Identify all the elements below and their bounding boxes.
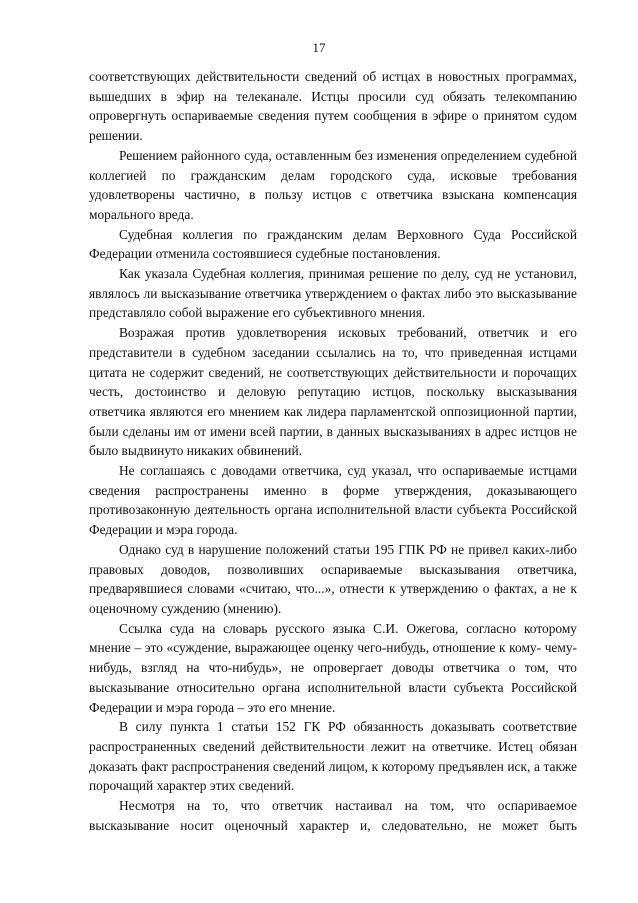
- paragraph-5: Возражая против удовлетворения исковых требований, ответчик и его представители в судебном заседании ссылались на то, что приведенная истцами цитата не содержит сведений, не соответствующих действительности и порочащих честь, достоинство и деловую репутацию истцов, поскольку высказывания ответчика являются его мнением как лидера парламентской оппозиционной партии, были сделаны им от имени всей партии, в данных высказываниях в адрес истцов не было выдвинуто никаких обвинений.: [89, 325, 577, 459]
- paragraph-3: Судебная коллегия по гражданским делам Верховного Суда Российской Федерации отменила состоявшиеся судебные постановления.: [89, 226, 577, 262]
- body-text: [89, 67, 577, 835]
- paragraph-4: Как указала Судебная коллегия, принимая решение по делу, суд не установил, являлось ли высказывание ответчика утверждением о фактах либо это высказывание представляло собой выражение его субъективного мнения.: [89, 266, 577, 321]
- paragraph-1: соответствующих действительности сведений об истцах в новостных программах, вышедших в эфир на телеканале. Истцы просили суд обязать телекомпанию опровергнуть оспариваемые сведения путем сообщения в эфире о принятом судом решении.: [89, 69, 577, 144]
- page-number: 17: [312, 40, 326, 55]
- paragraph-8: Ссылка суда на словарь русского языка С.И. Ожегова, согласно которому мнение – это «суждение, выражающее оценку чего-нибудь, отношение к кому- чему-нибудь, взгляд на что-нибудь», не опровергает доводы ответчика о том, что высказывание относительно органа исполнительной власти субъекта Российской Федерации и мэра города – это его мнение.: [89, 620, 577, 715]
- paragraph-7: Однако суд в нарушение положений статьи 195 ГПК РФ не привел каких-либо правовых доводов, позволивших оспариваемые высказывания ответчика, предварявшиеся словами «считаю, что...», отнести к утверждению о фактах, а не к оценочному суждению (мнению).: [89, 541, 577, 616]
- paragraph-10: Несмотря на то, что ответчик настаивал на том, что оспариваемое высказывание носит оценочный характер и, следовательно, не может быть: [89, 798, 577, 833]
- paragraph-9: В силу пункта 1 статьи 152 ГК РФ обязанность доказывать соответствие распространенных сведений действительности лежит на ответчике. Истец обязан доказать факт распространения сведений лицом, к которому предъявлен иск, а также порочащий характер этих сведений.: [89, 719, 577, 794]
- paragraph-2: Решением районного суда, оставленным без изменения определением судебной коллегией по гражданским делам городского суда, исковые требования удовлетворены частично, в пользу истцов с ответчика взыскана компенсация морального вреда.: [89, 147, 577, 222]
- paragraph-6: Не соглашаясь с доводами ответчика, суд указал, что оспариваемые истцами сведения распространены именно в форме утверждения, доказывающего противозаконную деятельность органа исполнительной власти субъекта Российской Федерации и мэра города.: [89, 463, 577, 538]
